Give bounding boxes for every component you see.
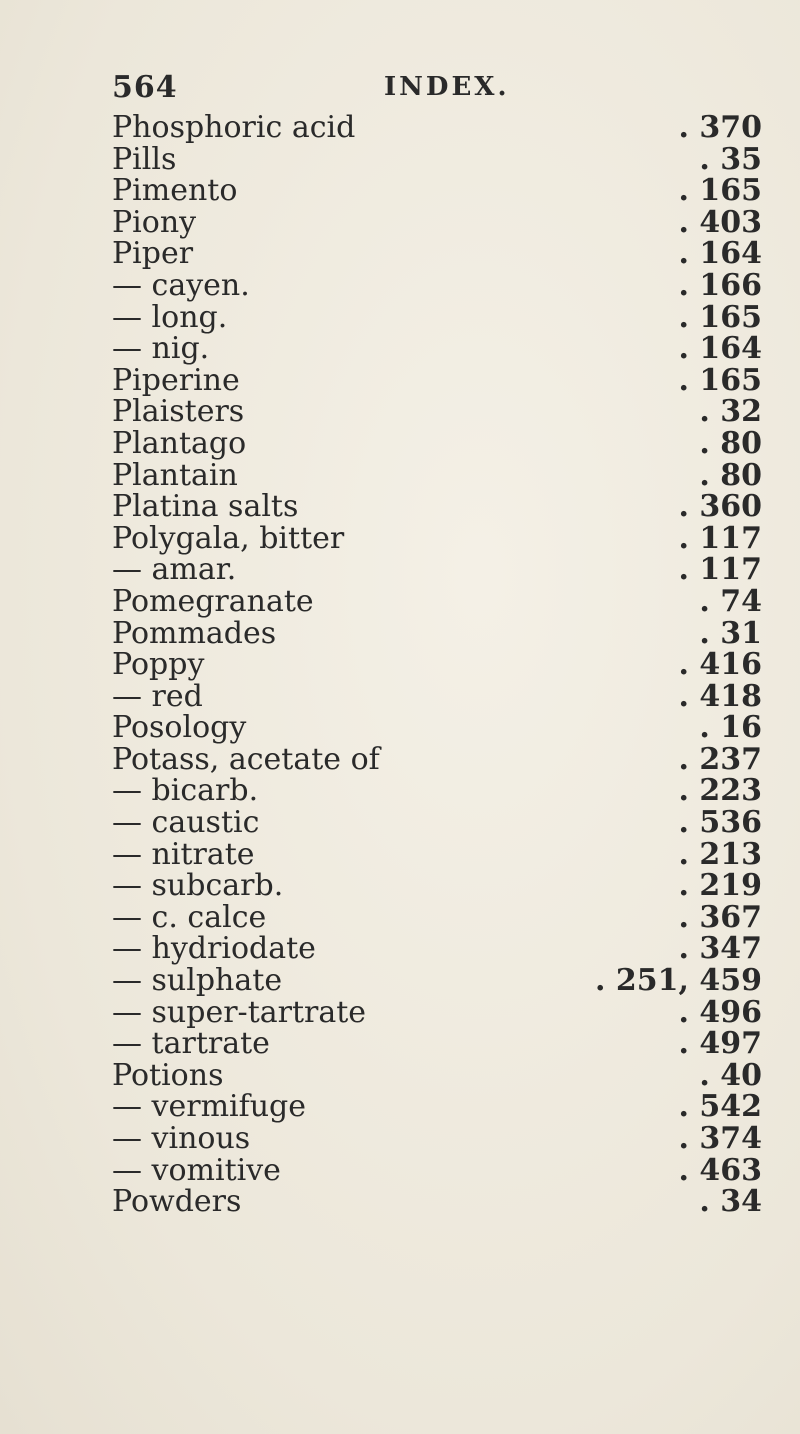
index-term: — cayen. — [112, 267, 250, 303]
index-term: — amar. — [112, 552, 237, 588]
index-term: — long. — [112, 299, 228, 335]
index-page-ref: . 237 — [678, 741, 762, 777]
index-page-ref: . 536 — [678, 805, 762, 841]
page-header — [0, 70, 800, 110]
index-page-ref: . 80 — [699, 425, 762, 461]
index-page-ref: . 251, 459 — [594, 963, 762, 999]
index-term: — tartrate — [112, 1026, 270, 1062]
index-term: — vomitive — [112, 1152, 281, 1188]
index-page-ref: . 164 — [678, 236, 762, 272]
index-page-ref: . 370 — [678, 110, 762, 145]
index-page-ref: . 418 — [678, 678, 762, 714]
index-entry — [112, 1123, 762, 1155]
index-term: Pommades — [112, 615, 277, 651]
index-page-ref: . 463 — [678, 1152, 762, 1188]
index-entry — [112, 870, 762, 902]
index-page-ref: . 166 — [678, 267, 762, 303]
index-entry — [112, 649, 762, 681]
index-page-ref: . 219 — [678, 868, 762, 904]
index-entry — [112, 678, 762, 714]
index-term: — subcarb. — [112, 868, 284, 904]
index-term: Posology — [112, 710, 247, 746]
index-page-ref: . 164 — [678, 331, 762, 367]
index-entry — [112, 836, 762, 872]
index-entry — [112, 425, 762, 461]
index-term: Piperine — [112, 362, 240, 398]
index-entry — [112, 554, 762, 586]
index-term: — nitrate — [112, 836, 255, 872]
index-term: Potions — [112, 1057, 224, 1093]
index-term: — bicarb. — [112, 773, 259, 809]
index-entry — [112, 396, 762, 428]
index-entry — [112, 175, 762, 207]
index-page-ref: . 497 — [678, 1026, 762, 1062]
index-term: Potass, acetate of — [112, 741, 380, 777]
index-term: Piony — [112, 204, 197, 240]
index-page-ref: . 80 — [699, 457, 762, 493]
index-page-ref: . 34 — [699, 1184, 762, 1220]
index-entry — [112, 741, 762, 777]
index-page-ref: . 16 — [699, 710, 762, 746]
index-entry — [112, 1091, 762, 1123]
index-term: Polygala, bitter — [112, 520, 345, 556]
index-page-ref: . 35 — [699, 141, 762, 177]
index-entry — [112, 267, 762, 303]
index-page-ref: . 360 — [678, 489, 762, 525]
index-page-ref: . 165 — [678, 299, 762, 335]
index-entry — [112, 238, 762, 270]
index-term: Poppy — [112, 647, 205, 683]
index-page-ref: . 40 — [699, 1057, 762, 1093]
index-page-ref: . 542 — [678, 1089, 762, 1125]
index-page-ref: . 374 — [678, 1121, 762, 1156]
index-term: — super-tartrate — [112, 994, 367, 1030]
page-number: 564 — [112, 70, 178, 105]
index-page-ref: . 74 — [699, 583, 762, 619]
index-term: — red — [112, 678, 203, 714]
index-term: Platina salts — [112, 489, 299, 525]
index-entry — [112, 775, 762, 807]
index-entry — [112, 899, 762, 935]
index-term: Powders — [112, 1184, 242, 1220]
index-entry — [112, 141, 762, 177]
index-page-ref: . 403 — [678, 204, 762, 240]
index-page-ref: . 213 — [678, 836, 762, 872]
index-page-ref: . 117 — [678, 552, 762, 588]
index-entry — [112, 933, 762, 965]
index-entry — [112, 112, 762, 144]
index-entry — [112, 1057, 762, 1093]
index-term: — vermifuge — [112, 1089, 307, 1125]
index-entry — [112, 615, 762, 651]
index-entry — [112, 204, 762, 240]
index-page-ref: . 117 — [678, 520, 762, 556]
index-page-ref: . 165 — [678, 173, 762, 209]
index-term: — caustic — [112, 805, 260, 841]
index-term: Plantago — [112, 425, 247, 461]
index-entry — [112, 457, 762, 493]
index-entry — [112, 994, 762, 1030]
index-entry — [112, 1186, 762, 1218]
index-term: Plantain — [112, 457, 238, 493]
index-entry — [112, 362, 762, 398]
index-term: — nig. — [112, 331, 210, 367]
index-page-ref: . 367 — [678, 899, 762, 935]
index-page-ref: . 416 — [678, 647, 762, 683]
index-entry — [112, 965, 762, 997]
index-entry — [112, 299, 762, 335]
index-term: Plaisters — [112, 394, 245, 430]
index-term: Pimento — [112, 173, 238, 209]
index-entry — [112, 1028, 762, 1060]
index-term: Piper — [112, 236, 194, 272]
index-page-ref: . 31 — [699, 615, 762, 651]
running-head: INDEX. — [384, 72, 510, 102]
index-entry — [112, 520, 762, 556]
index-page-ref: . 165 — [678, 362, 762, 398]
index-term: Pills — [112, 141, 177, 177]
index-entry — [112, 1152, 762, 1188]
index-term: Pomegranate — [112, 583, 314, 619]
index-page-ref: . 32 — [699, 394, 762, 430]
index-entry — [112, 491, 762, 523]
index-page-ref: . 347 — [678, 931, 762, 967]
index-term: Phosphoric acid — [112, 110, 356, 145]
index-entry — [112, 583, 762, 619]
index-term: — c. calce — [112, 899, 267, 935]
index-term: — vinous — [112, 1121, 251, 1156]
index-page-ref: . 223 — [678, 773, 762, 809]
index-entry — [112, 712, 762, 744]
index-page-ref: . 496 — [678, 994, 762, 1030]
index-term: — hydriodate — [112, 931, 316, 967]
index-entry — [112, 807, 762, 839]
index-entry — [112, 333, 762, 365]
index-term: — sulphate — [112, 963, 283, 999]
index-entries — [112, 112, 762, 1218]
